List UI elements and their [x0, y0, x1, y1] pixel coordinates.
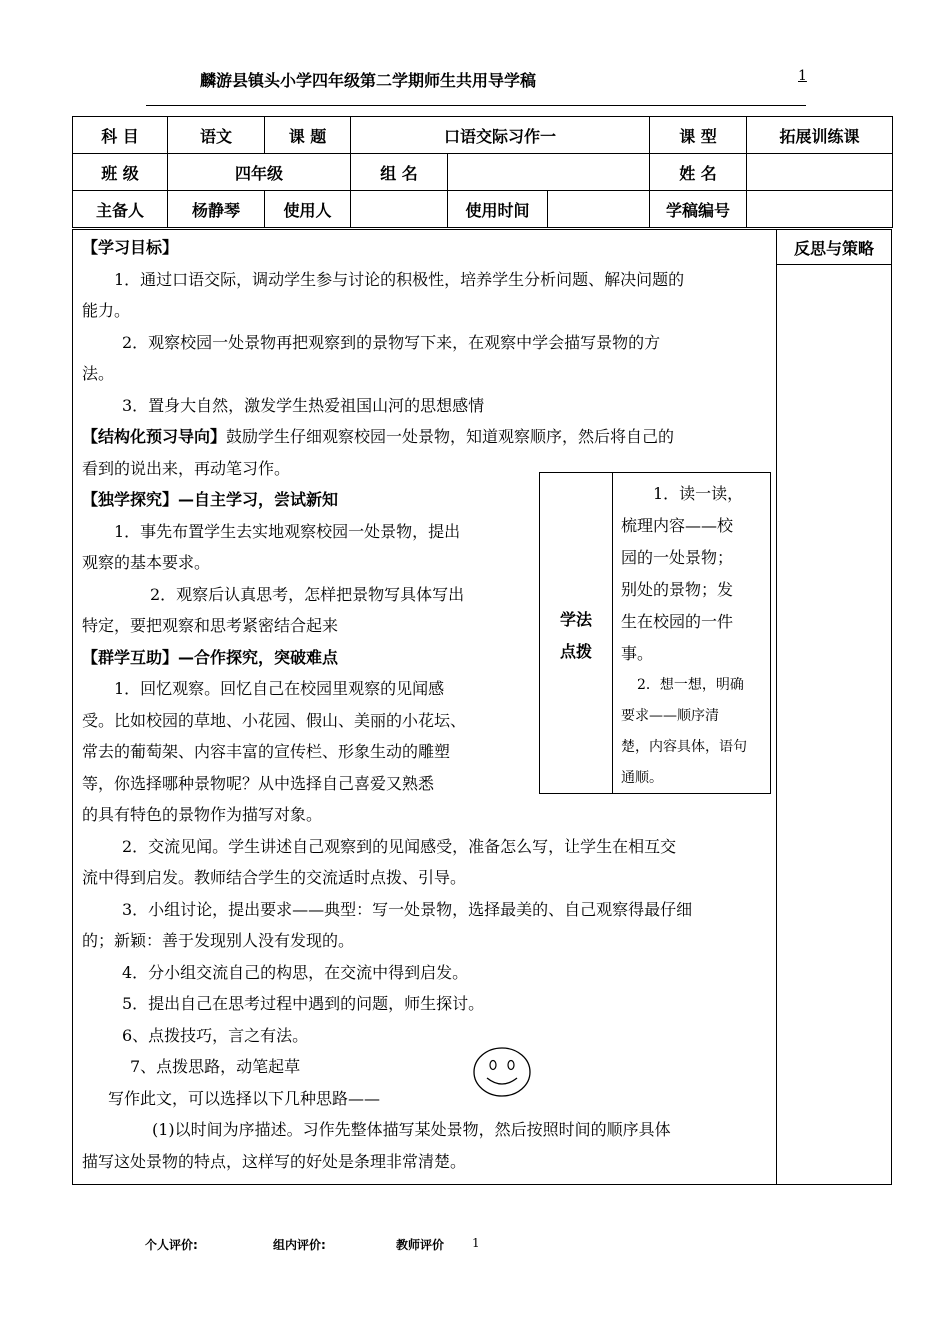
group-step-2: 2．交流见闻。学生讲述自己观察到的见闻感受，准备怎么写，让学生在相互交	[122, 836, 677, 856]
group-step-1: 1．回忆观察。回忆自己在校园里观察的见闻感	[114, 679, 445, 698]
goals-heading: 【学习目标】	[82, 238, 179, 257]
group-value	[448, 154, 650, 191]
preparer-value: 杨静琴	[168, 191, 265, 228]
group-step-1-cont-d: 的具有特色的景物作为描写对象。	[82, 805, 323, 824]
tip-line: 1．读一读，	[653, 484, 744, 503]
tip-line: 要求——顺序清	[621, 708, 719, 724]
preview-line-1	[82, 421, 772, 453]
date-value	[548, 191, 650, 228]
tip-line: 生在校园的一件	[621, 612, 734, 631]
page-title: 麟游县镇头小学四年级第二学期师生共用导学稿	[200, 71, 537, 90]
goal-3: 3．置身大自然，激发学生热爱祖国山河的思想感情	[122, 395, 485, 415]
method-tips-divider	[612, 472, 613, 794]
code-label: 学稿编号	[650, 191, 747, 228]
code-value	[747, 191, 893, 228]
tip-line: 楚，内容具体，语句	[621, 739, 747, 755]
group-step-3-cont: 的；新颖：善于发现别人没有发现的。	[82, 931, 355, 950]
name-value	[747, 154, 893, 191]
group-step-2-cont: 流中得到启发。教师结合学生的交流适时点拨、引导。	[82, 868, 467, 887]
tip-line: 通顺。	[621, 770, 663, 786]
group-study-heading: 【群学互助】—合作探究，突破难点	[82, 647, 339, 667]
tip-line: 园的一处景物；	[621, 548, 734, 567]
name-label: 姓 名	[650, 154, 747, 191]
self-study-1: 1．事先布置学生去实地观察校园一处景物，提出	[114, 521, 461, 541]
self-study-heading: 【独学探究】—自主学习，尝试新知	[82, 490, 339, 509]
side-column-divider	[776, 229, 777, 1185]
smiley-face-icon	[472, 1046, 532, 1102]
group-step-5: 5．提出自己在思考过程中遇到的问题，师生探讨。	[122, 994, 485, 1013]
group-label: 组 名	[351, 154, 448, 191]
self-study-2-cont: 特定，要把观察和思考紧密结合起来	[82, 616, 339, 635]
user-label: 使用人	[265, 191, 351, 228]
group-step-4: 4．分小组交流自己的构思，在交流中得到启发。	[122, 962, 469, 982]
preview-text: 鼓励学生仔细观察校园一处景物，知道观察顺序，然后将自己的	[226, 427, 675, 446]
tip-line: 2．想一想，明确	[637, 677, 744, 693]
meta-row-subject	[73, 117, 893, 154]
footer-teacher-eval: 教师评价	[396, 1238, 445, 1252]
method-tips-label-line-1: 学法	[559, 610, 592, 629]
self-study-2: 2．观察后认真思考，怎样把景物写具体写出	[150, 584, 465, 604]
group-step-1-cont-c: 等，你选择哪种景物呢？从中选择自己喜爱又熟悉	[82, 773, 435, 793]
class-value: 四年级	[168, 154, 351, 191]
writing-option-1: (1)以时间为序描述。习作先整体描写某处景物，然后按照时间的顺序具体	[152, 1120, 671, 1139]
tip-line: 事。	[621, 644, 654, 663]
writing-intro: 写作此文，可以选择以下几种思路——	[108, 1088, 381, 1108]
preview-heading: 【结构化预习导向】	[82, 427, 227, 446]
tip-line: 别处的景物；发	[621, 580, 734, 599]
header-rule	[146, 105, 806, 106]
group-step-7: 7、点拨思路，动笔起草	[130, 1057, 301, 1076]
self-study-1-cont: 观察的基本要求。	[82, 553, 211, 572]
date-label: 使用时间	[448, 191, 548, 228]
footer-personal-eval: 个人评价:	[145, 1238, 198, 1252]
goal-1-cont: 能力。	[82, 301, 131, 320]
footer-page-number: 1	[472, 1236, 480, 1250]
topic-label: 课 题	[265, 117, 351, 154]
type-value: 拓展训练课	[747, 117, 893, 154]
group-step-1-cont-a: 受。比如校园的草地、小花园、假山、美丽的小花坛、	[82, 710, 467, 730]
topic-value: 口语交际习作一	[351, 117, 650, 154]
meta-row-class	[73, 154, 893, 191]
type-label: 课 型	[650, 117, 747, 154]
meta-row-preparer	[73, 191, 893, 228]
method-tips-text	[621, 478, 769, 794]
goal-2-cont: 法。	[82, 364, 115, 383]
tip-line: 梳理内容——校	[621, 516, 734, 535]
method-tips-label	[540, 604, 612, 668]
preview-line-2: 看到的说出来，再动笔习作。	[82, 458, 291, 478]
footer-group-eval: 组内评价:	[273, 1238, 326, 1252]
class-label: 班 级	[73, 154, 168, 191]
header-page-number: 1	[798, 68, 807, 84]
side-heading-rule	[776, 264, 892, 265]
subject-value: 语文	[168, 117, 265, 154]
goal-1: 1．通过口语交际，调动学生参与讨论的积极性，培养学生分析问题、解决问题的	[114, 269, 685, 289]
group-step-6: 6、点拨技巧，言之有法。	[122, 1025, 309, 1045]
user-value	[351, 191, 448, 228]
meta-table	[72, 116, 893, 228]
subject-label: 科 目	[73, 117, 168, 154]
writing-option-1-cont: 描写这处景物的特点，这样写的好处是条理非常清楚。	[82, 1151, 467, 1171]
preparer-label: 主备人	[73, 191, 168, 228]
goal-2: 2．观察校园一处景物再把观察到的景物写下来，在观察中学会描写景物的方	[122, 332, 661, 352]
side-column-heading: 反思与策略	[793, 239, 874, 258]
group-step-3: 3．小组讨论，提出要求——典型：写一处景物，选择最美的、自己观察得最仔细	[122, 899, 693, 919]
method-tips-label-line-2: 点拨	[559, 642, 592, 661]
group-step-1-cont-b: 常去的葡萄架、内容丰富的宣传栏、形象生动的雕塑	[82, 742, 451, 761]
